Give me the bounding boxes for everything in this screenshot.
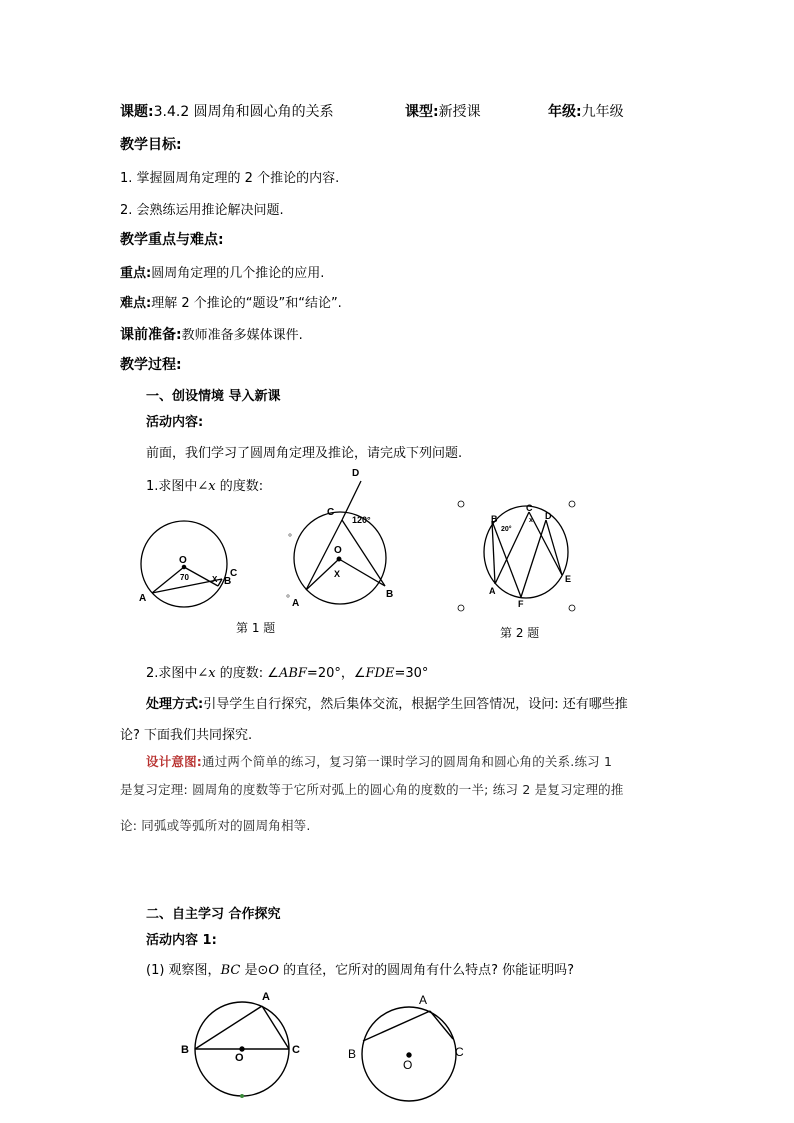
fig1a-label-a: A xyxy=(139,593,147,604)
q1-suffix: 的度数: xyxy=(215,479,264,494)
goals-heading: 教学目标: xyxy=(120,137,182,153)
grade-value: 九年级 xyxy=(581,104,624,120)
fig2-label-x: x xyxy=(529,517,533,524)
s2q-bc: BC xyxy=(220,963,241,978)
key-text: 圆周角定理的几个推论的应用. xyxy=(151,266,325,281)
method-line2: 论? 下面我们共同探究. xyxy=(120,728,253,743)
section2-question xyxy=(146,959,574,978)
diff-text: 理解 2 个推论的“题设”和“结论”. xyxy=(151,296,342,311)
s2q-mid: 是⊙ xyxy=(240,963,269,978)
design-line3: 论: 同弧或等弧所对的圆周角相等. xyxy=(120,818,311,833)
method-line1: 引导学生自行探究，然后集体交流，根据学生回答情况，设问: 还有哪些推 xyxy=(203,697,628,712)
fig3a-label-c: C xyxy=(292,1044,300,1056)
topic-label: 课题: xyxy=(120,104,154,120)
fig1a-label-x: X xyxy=(212,575,218,584)
prep-label: 课前准备: xyxy=(120,327,182,343)
prep-text: 教师准备多媒体课件. xyxy=(181,328,303,343)
fig3b-label-b: B xyxy=(348,1047,357,1061)
q2-mid: 的度数: ∠ xyxy=(215,666,279,681)
fig1b-label-c: C xyxy=(327,507,335,518)
q1-prefix: 1.求图中 xyxy=(146,479,198,494)
type-label: 课型: xyxy=(405,104,439,120)
design-label: 设计意图: xyxy=(146,754,202,769)
method-label: 处理方式: xyxy=(146,697,204,712)
s2q-o: O xyxy=(268,963,280,978)
fig1b-label-b: B xyxy=(386,589,394,600)
design-line1: 通过两个简单的练习，复习第一课时学习的圆周角和圆心角的关系.练习 1 xyxy=(202,754,613,769)
fig3b-label-a: A xyxy=(419,993,428,1007)
type-value: 新授课 xyxy=(438,104,481,120)
goal-item-2: 2. 会熟练运用推论解决问题. xyxy=(120,203,284,218)
q2-angle: ∠x xyxy=(197,666,216,681)
q2-abf-val: =20°，∠ xyxy=(306,666,366,681)
key-label: 重点: xyxy=(120,266,152,281)
figure-1b xyxy=(294,481,386,604)
q2-prefix: 2.求图中 xyxy=(146,666,198,681)
class-prep xyxy=(120,324,303,344)
diff-label: 难点: xyxy=(120,296,152,311)
fig3b-label-c: C xyxy=(455,1045,464,1059)
q1-angle: ∠x xyxy=(197,479,216,494)
q2-fde-val: =30° xyxy=(394,666,429,681)
lesson-grade xyxy=(548,101,624,121)
difficult-point xyxy=(120,292,342,311)
s2q-prefix: (1) 观察图， xyxy=(146,963,221,978)
fig1-caption: 第 1 题 xyxy=(236,621,276,635)
figure-3b xyxy=(362,1007,456,1101)
fig2-label-d: D xyxy=(545,511,552,521)
method-para xyxy=(146,693,628,712)
fig2-label-angle: 20° xyxy=(501,526,512,533)
process-heading: 教学过程: xyxy=(120,357,182,373)
keypoints-heading: 教学重点与难点: xyxy=(120,232,224,248)
section2-title: 二、自主学习 合作探究 xyxy=(146,907,281,922)
figure-3a xyxy=(195,1002,289,1096)
fig1b-label-o: O xyxy=(334,545,342,556)
lesson-header xyxy=(120,101,334,121)
s2q-suffix: 的直径，它所对的圆周角有什么特点? 你能证明吗? xyxy=(279,963,575,978)
fig3a-marker xyxy=(240,1094,244,1098)
key-point xyxy=(120,262,324,281)
fig1b-label-d: D xyxy=(352,468,360,479)
design-para xyxy=(146,748,612,776)
figures-section2 xyxy=(0,980,794,1110)
topic-value: 3.4.2 圆周角和圆心角的关系 xyxy=(153,104,334,120)
fig2-caption: 第 2 题 xyxy=(500,626,540,640)
fig3a-label-o: O xyxy=(235,1052,244,1064)
fig2-label-f: F xyxy=(518,599,524,609)
fig1b-label-angle: 120° xyxy=(352,515,371,525)
fig1b-label-a: A xyxy=(292,598,300,609)
fig2-label-b: B xyxy=(491,514,498,524)
fig3a-label-b: B xyxy=(181,1044,189,1056)
fig2-handles xyxy=(458,501,575,611)
fig1a-label-c: C xyxy=(230,568,238,579)
section1-title: 一、创设情境 导入新课 xyxy=(146,389,281,404)
goal-item-1: 1. 掌握圆周角定理的 2 个推论的内容. xyxy=(120,171,340,186)
q2-abf: ABF xyxy=(278,666,307,681)
design-line2: 是复习定理: 圆周角的度数等于它所对弧上的圆心角的度数的一半; 练习 2 是复习定理的推 xyxy=(120,782,624,797)
fig2-label-a: A xyxy=(489,586,496,596)
fig3a-label-a: A xyxy=(262,991,270,1003)
fig1a-label-angle: 70 xyxy=(180,573,189,582)
lesson-type xyxy=(405,101,481,121)
fig1a-label-b: B xyxy=(224,576,232,587)
fig1a-label-o: O xyxy=(179,555,187,566)
figures-section1 xyxy=(0,460,794,650)
fig3b-label-o: O xyxy=(403,1058,413,1072)
question-2 xyxy=(146,662,428,681)
grade-label: 年级: xyxy=(548,104,582,120)
fig2-label-c: C xyxy=(526,503,533,513)
section1-activity-label: 活动内容: xyxy=(146,415,204,430)
section2-activity-label: 活动内容 1: xyxy=(146,933,217,948)
fig1b-label-x: X xyxy=(334,569,341,579)
q2-fde: FDE xyxy=(365,666,395,681)
section1-intro: 前面，我们学习了圆周角定理及推论，请完成下列问题. xyxy=(146,446,463,461)
fig2-label-e: E xyxy=(565,574,572,584)
